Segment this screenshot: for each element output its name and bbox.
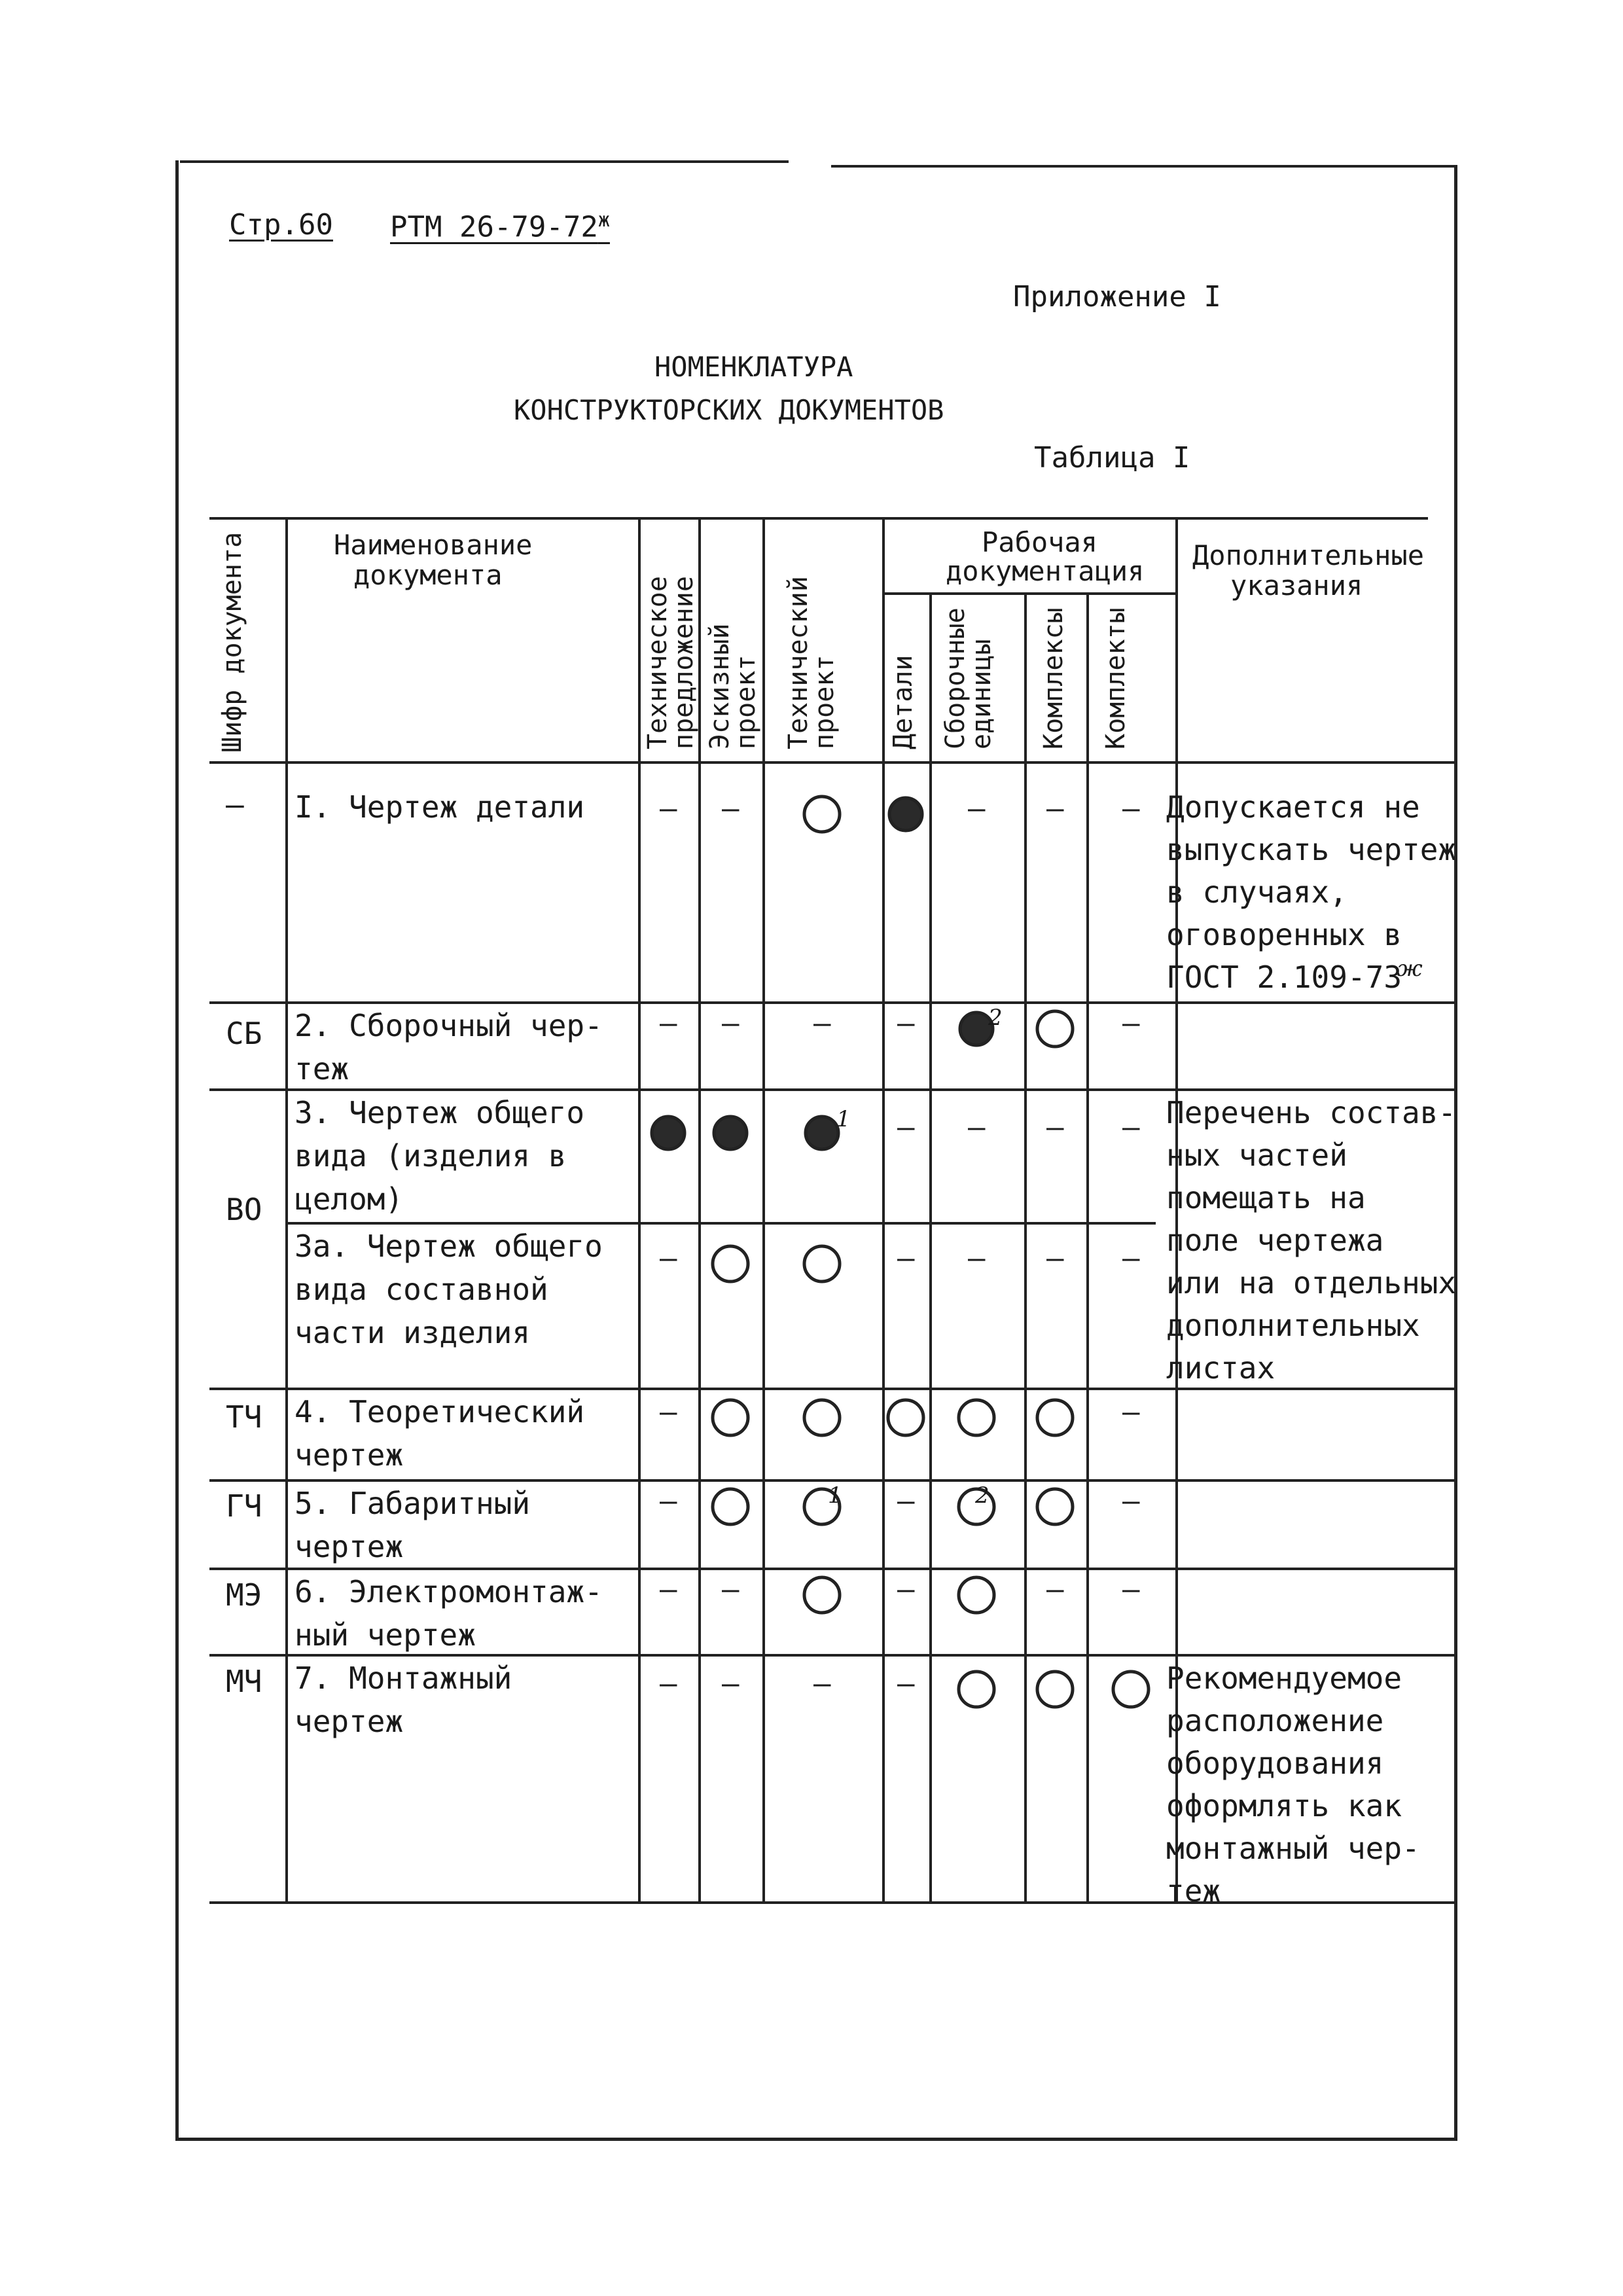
- footnote-number: 2: [988, 1005, 1003, 1031]
- row-name-line: чертеж: [294, 1704, 404, 1739]
- filled-circle-mark: [709, 1111, 752, 1155]
- col-header-code: Шифр документа: [217, 531, 247, 753]
- note-superscript: ж: [1397, 956, 1423, 982]
- col-rule: [1024, 592, 1027, 1901]
- dash-mark: –: [897, 1242, 915, 1275]
- dash-mark: –: [660, 1395, 677, 1429]
- col-header-tech-project: Технический проект: [783, 576, 840, 749]
- row-name-line: 5. Габаритный: [294, 1486, 531, 1521]
- row-name-line: 4. Теоретический: [294, 1394, 585, 1429]
- open-circle-mark: [955, 1668, 998, 1711]
- row-code: –: [226, 787, 244, 822]
- col-header-sketch: Эскизный проект: [705, 623, 761, 749]
- row-code: МЧ: [226, 1664, 262, 1699]
- row-name-line: чертеж: [294, 1529, 404, 1564]
- filled-circle-mark: [884, 793, 927, 836]
- dash-mark: –: [660, 1484, 677, 1518]
- col-rule: [1086, 592, 1089, 1901]
- col-header-kits: Комплекты: [1101, 607, 1131, 749]
- row-code: ТЧ: [226, 1399, 262, 1435]
- row-name-line: теж: [294, 1051, 349, 1086]
- footnote-number: 2: [975, 1482, 990, 1509]
- open-circle-mark: [1109, 1668, 1152, 1711]
- row-note-line: дополнительных: [1166, 1308, 1420, 1343]
- open-circle-mark: [800, 1573, 844, 1617]
- table-top-rule: [209, 517, 1428, 520]
- row-name-line: 3. Чертеж общего: [294, 1095, 585, 1130]
- row-note-line: помещать на: [1166, 1180, 1366, 1215]
- dash-mark: –: [1122, 1395, 1140, 1429]
- dash-mark: –: [722, 1667, 740, 1700]
- title-line-1: НОМЕНКЛАТУРА: [654, 351, 853, 383]
- dash-mark: –: [660, 1242, 677, 1275]
- open-circle-mark: [955, 1396, 998, 1439]
- dash-mark: –: [813, 1667, 831, 1700]
- row-name-line: части изделия: [294, 1315, 531, 1350]
- row-code: ГЧ: [226, 1488, 262, 1524]
- row-name-line: вида составной: [294, 1272, 548, 1307]
- table-bottom-rule: [209, 1901, 1456, 1904]
- frame-top-right: [831, 165, 1456, 168]
- dash-mark: –: [722, 1573, 740, 1606]
- open-circle-mark: [709, 1485, 752, 1528]
- row-code: МЭ: [226, 1577, 262, 1613]
- open-circle-mark: [709, 1396, 752, 1439]
- dash-mark: –: [722, 792, 740, 825]
- dash-mark: –: [897, 1667, 915, 1700]
- row-note-line: Перечень состав-: [1166, 1095, 1457, 1130]
- open-circle-mark: [884, 1396, 927, 1439]
- row-note-line: или на отдельных: [1166, 1265, 1457, 1300]
- open-circle-mark: [1033, 1668, 1077, 1711]
- row-note-line: поле чертежа: [1166, 1223, 1384, 1258]
- row-name-line: ный чертеж: [294, 1617, 476, 1653]
- col-header-working-1: Рабочая: [982, 526, 1098, 558]
- col-header-parts: Детали: [888, 655, 918, 749]
- page-number: Стр.60: [229, 208, 333, 242]
- frame-top-left: [180, 160, 789, 163]
- appendix-label: Приложение I: [1013, 280, 1221, 314]
- col-header-complexes: Комплексы: [1039, 607, 1069, 749]
- dash-mark: –: [897, 1111, 915, 1144]
- open-circle-mark: [1033, 1007, 1077, 1050]
- dash-mark: –: [897, 1573, 915, 1606]
- row-name-line: чертеж: [294, 1437, 404, 1473]
- col-rule: [929, 592, 932, 1901]
- col-header-tech-proposal: Техническое предложение: [643, 576, 699, 749]
- dash-mark: –: [1046, 792, 1064, 825]
- row-note-line: Рекомендуемое: [1166, 1660, 1402, 1696]
- dash-mark: –: [660, 1007, 677, 1040]
- row-name-line: вида (изделия в: [294, 1138, 567, 1174]
- row-name-line: 7. Монтажный: [294, 1660, 512, 1696]
- col-header-name-2: документа: [353, 559, 503, 591]
- row-name-line: 3а. Чертеж общего: [294, 1229, 603, 1264]
- open-circle-mark: [1033, 1396, 1077, 1439]
- footnote-number: 1: [828, 1482, 842, 1509]
- col-rule: [638, 517, 641, 1901]
- col-rule: [762, 517, 765, 1901]
- header-bottom-rule: [209, 761, 1456, 764]
- dash-mark: –: [897, 1007, 915, 1040]
- col-header-notes-2: указания: [1230, 569, 1363, 601]
- row-name-line: I. Чертеж детали: [294, 789, 585, 825]
- row-note-line: расположение: [1166, 1703, 1384, 1738]
- frame-right: [1454, 165, 1457, 2140]
- dash-mark: –: [1122, 1111, 1140, 1144]
- frame-bottom: [175, 2138, 1457, 2141]
- open-circle-mark: [800, 793, 844, 836]
- row-note-line: листах: [1166, 1350, 1275, 1386]
- col-header-working-2: документация: [946, 555, 1145, 587]
- dash-mark: –: [968, 1111, 986, 1144]
- row-note-line: выпускать чертеж: [1166, 832, 1457, 867]
- title-line-2: КОНСТРУКТОРСКИХ ДОКУМЕНТОВ: [514, 394, 944, 426]
- row-name-line: 6. Электромонтаж-: [294, 1574, 603, 1609]
- open-circle-mark: [1033, 1485, 1077, 1528]
- col-rule: [882, 517, 885, 1901]
- dash-mark: –: [1046, 1242, 1064, 1275]
- open-circle-mark: [955, 1573, 998, 1617]
- table-label: Таблица I: [1034, 441, 1190, 475]
- row-note-line: оговоренных в: [1166, 917, 1402, 952]
- dash-mark: –: [660, 792, 677, 825]
- row-name-line: 2. Сборочный чер-: [294, 1008, 603, 1043]
- dash-mark: –: [1122, 792, 1140, 825]
- dash-mark: –: [968, 792, 986, 825]
- col-header-notes-1: Дополнительные: [1192, 539, 1425, 571]
- row-note-line: теж: [1166, 1873, 1221, 1909]
- open-circle-mark: [800, 1396, 844, 1439]
- dash-mark: –: [1046, 1111, 1064, 1144]
- document-code: РТМ $26-79-72^ж$: [390, 209, 610, 244]
- col-header-assemblies: Сборочные единицы: [940, 607, 997, 749]
- dash-mark: –: [897, 1484, 915, 1518]
- dash-mark: –: [1122, 1242, 1140, 1275]
- row-note-line: в случаях,: [1166, 874, 1347, 910]
- dash-mark: –: [968, 1242, 986, 1275]
- row-name-line: целом): [294, 1181, 404, 1217]
- dash-mark: –: [1122, 1484, 1140, 1518]
- dash-mark: –: [1122, 1007, 1140, 1040]
- row-note-line: ГОСТ 2.109-73: [1166, 960, 1402, 995]
- col-rule: [285, 517, 288, 1901]
- row-note-line: Допускается не: [1166, 789, 1420, 825]
- dash-mark: –: [1122, 1573, 1140, 1606]
- row-note-line: монтажный чер-: [1166, 1831, 1420, 1866]
- dash-mark: –: [813, 1007, 831, 1040]
- row-note-line: ных частей: [1166, 1138, 1347, 1173]
- working-doc-rule: [882, 592, 1175, 595]
- dash-mark: –: [660, 1573, 677, 1606]
- row-note-line: оборудования: [1166, 1746, 1384, 1781]
- open-circle-mark: [709, 1242, 752, 1285]
- dash-mark: –: [722, 1007, 740, 1040]
- filled-circle-mark: [647, 1111, 690, 1155]
- open-circle-mark: [800, 1242, 844, 1285]
- row-note-line: оформлять как: [1166, 1788, 1402, 1823]
- row-code: ВО: [226, 1192, 262, 1227]
- dash-mark: –: [660, 1667, 677, 1700]
- dash-mark: –: [1046, 1573, 1064, 1606]
- col-header-name-1: Наименование: [334, 529, 533, 561]
- frame-left: [175, 160, 179, 2140]
- row-code: СБ: [226, 1016, 262, 1051]
- footnote-number: 1: [836, 1106, 851, 1132]
